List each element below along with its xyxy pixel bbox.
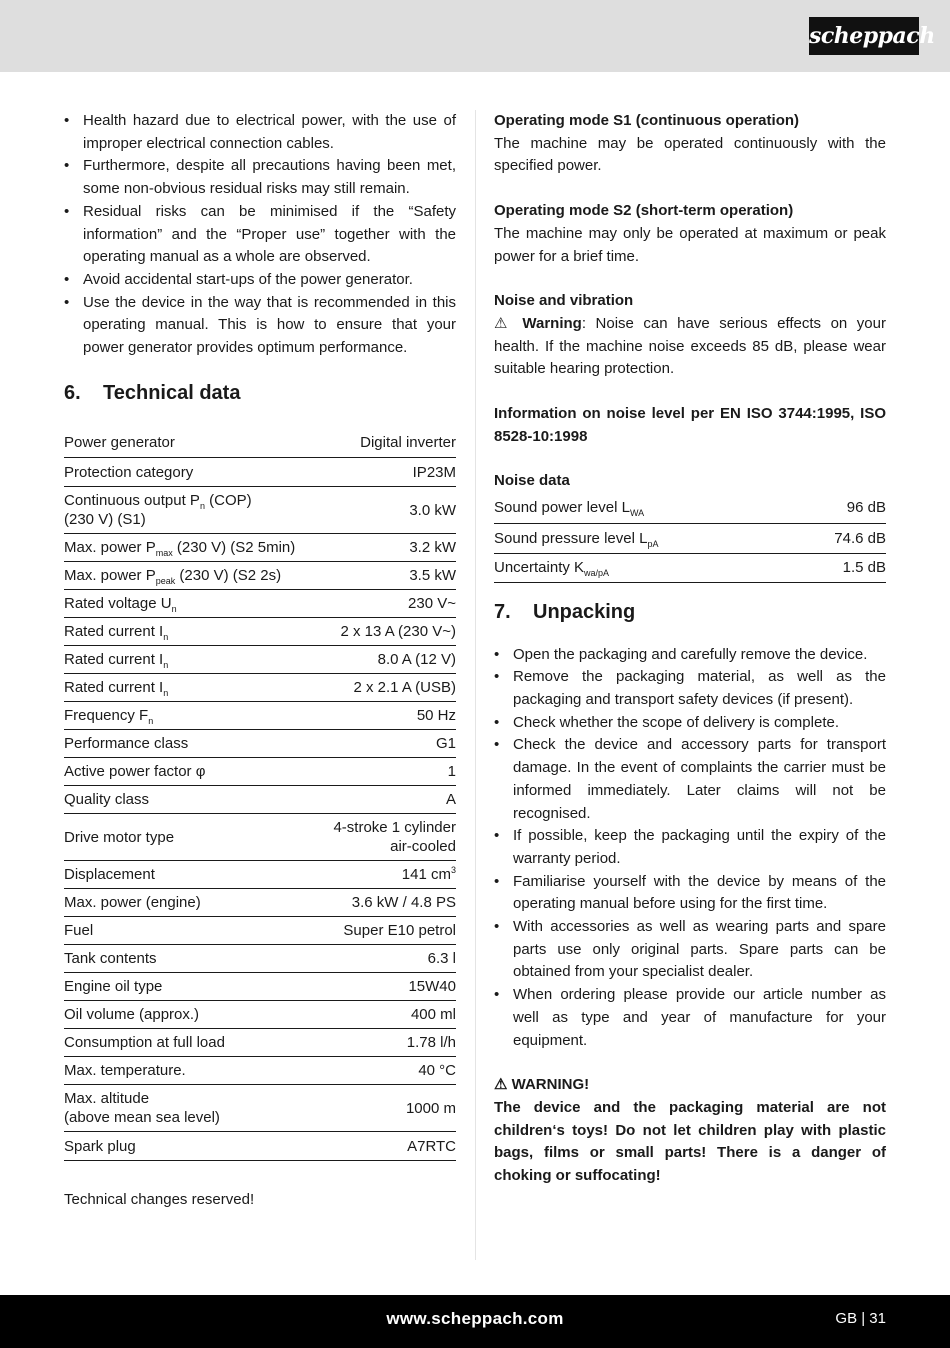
row-label: Fuel [64, 917, 320, 945]
iso-heading: Information on noise level per EN ISO 3744:1995, ISO 8528-10:1998 [494, 405, 886, 445]
warning-icon: ⚠ [494, 314, 513, 332]
page-number: GB | 31 [835, 1310, 886, 1327]
table-row [64, 814, 456, 861]
list-item: • With accessories as well as wearing parts and spare parts use only original parts. Spare parts can be obtained from your specialist dealer. [494, 916, 886, 984]
row-value: 3.5 kW [320, 562, 456, 590]
row-value: A [320, 786, 456, 814]
row-value: 4-stroke 1 cylinder air-cooled [320, 814, 456, 861]
row-value: 141 $cm^3$ [320, 861, 456, 889]
technical-changes-note: Technical changes reserved! [64, 1191, 255, 1209]
row-label: Oil volume (approx.) [64, 1001, 320, 1029]
list-item: • Familiarise yourself with the device by means of the operating manual before using for the first time. [494, 871, 886, 916]
row-value: 96 dB [792, 493, 886, 523]
list-item: • Check the device and accessory parts for transport damage. In the event of complaints the carrier must be informed immediately. Later claims will not be recognised. [494, 734, 886, 825]
table-row [64, 702, 456, 730]
row-value: 2 x 13 A (230 V~) [320, 618, 456, 646]
row-label: Protection category [64, 458, 320, 487]
row-label: Rated current $I_n$ [64, 674, 320, 702]
row-value: 3.0 kW [320, 487, 456, 534]
row-label: Spark plug [64, 1132, 320, 1161]
row-label: Frequency $F_n$ [64, 702, 320, 730]
row-label: Engine oil type [64, 973, 320, 1001]
row-value: 6.3 l [320, 945, 456, 973]
section-number: 7. [494, 600, 511, 623]
final-warning-text: The device and the packaging material are not children‘s toys! Do not let children play with plastic bags, films or small parts! There is a danger of choking or suffocating! [494, 1099, 886, 1185]
row-label: Sound power level $L_{WA}$ [494, 493, 792, 523]
left-column [64, 110, 456, 1212]
table-row [64, 458, 456, 487]
row-value: 40 °C [320, 1057, 456, 1085]
row-value: 2 x 2.1 A (USB) [320, 674, 456, 702]
list-item: • When ordering please provide our article number as well as type and year of manufacture for your equipment. [494, 984, 886, 1052]
list-item: • Open the packaging and carefully remove the device. [494, 644, 886, 667]
row-label: Consumption at full load [64, 1029, 320, 1057]
table-row [64, 1085, 456, 1132]
table-row [494, 493, 886, 523]
row-label: Quality class [64, 786, 320, 814]
scheppach-logo: scheppach [809, 17, 919, 55]
list-item: • If possible, keep the packaging until the expiry of the warranty period. [494, 825, 886, 870]
unpacking-list [494, 644, 886, 1053]
table-row [64, 973, 456, 1001]
table-row [64, 1001, 456, 1029]
table-row [64, 562, 456, 590]
table-row [64, 730, 456, 758]
row-value: 400 ml [320, 1001, 456, 1029]
table-row [64, 618, 456, 646]
row-value: 1.5 dB [792, 553, 886, 582]
table-row [494, 553, 886, 582]
table-row [64, 1029, 456, 1057]
list-item: • Check whether the scope of delivery is complete. [494, 712, 886, 735]
right-column [494, 110, 886, 1188]
residual-risk-list [64, 110, 456, 360]
section-number: 6. [64, 381, 81, 404]
table-row [64, 590, 456, 618]
section-6-heading [64, 382, 456, 405]
row-value: 8.0 A (12 V) [320, 646, 456, 674]
row-label: Rated current $I_n$ [64, 618, 320, 646]
row-label: Power generator [64, 429, 320, 458]
table-row [64, 758, 456, 786]
list-item: • Health hazard due to electrical power, with the use of improper electrical connection cables. [64, 110, 456, 155]
row-value: 1 [320, 758, 456, 786]
row-label: Tank contents [64, 945, 320, 973]
row-label: Active power factor φ [64, 758, 320, 786]
row-label: Uncertainty $K_{wa/pA}$ [494, 553, 792, 582]
row-value: 230 V~ [320, 590, 456, 618]
row-label: Rated voltage $U_n$ [64, 590, 320, 618]
row-label: Drive motor type [64, 814, 320, 861]
noise-warning-text: ⚠ Warning: Noise can have serious effects on your health. If the machine noise exceeds 85 dB, please wear suitable hearing protection. [494, 314, 886, 378]
table-row [64, 429, 456, 458]
row-value: 3.2 kW [320, 534, 456, 562]
table-row [64, 1132, 456, 1161]
final-warning-heading: ⚠ WARNING! [494, 1076, 590, 1094]
row-label: Displacement [64, 861, 320, 889]
s1-heading: Operating mode S1 (continuous operation) [494, 112, 800, 129]
row-value: 74.6 dB [792, 523, 886, 553]
table-row [64, 917, 456, 945]
noise-data-heading: Noise data [494, 472, 570, 490]
row-value: A7RTC [320, 1132, 456, 1161]
table-row [64, 1057, 456, 1085]
table-row [64, 861, 456, 889]
row-value: 1000 m [320, 1085, 456, 1132]
row-value: G1 [320, 730, 456, 758]
table-row [64, 945, 456, 973]
row-label: Max. power $P_{peak}$ (230 V) (S2 2s) [64, 562, 320, 590]
row-value: 15W40 [320, 973, 456, 1001]
noise-data-table [494, 493, 886, 583]
table-row [64, 646, 456, 674]
row-value: Digital inverter [320, 429, 456, 458]
row-label: Continuous output $P_n$ (COP) (230 V) (S1) [64, 487, 320, 534]
section-title: Technical data [103, 381, 241, 404]
table-row [64, 487, 456, 534]
noise-heading: Noise and vibration [494, 292, 634, 310]
table-row [64, 786, 456, 814]
section-title: Unpacking [533, 600, 636, 623]
warning-icon: ⚠ [494, 1076, 508, 1094]
column-divider [475, 110, 476, 1260]
row-value: 1.78 l/h [320, 1029, 456, 1057]
row-value: 3.6 kW / 4.8 PS [320, 889, 456, 917]
s1-text: The machine may be operated continuously with the specified power. [494, 134, 886, 175]
section-7-heading [494, 601, 886, 624]
row-label: Max. altitude (above mean sea level) [64, 1085, 320, 1132]
row-value: Super E10 petrol [320, 917, 456, 945]
list-item: • Remove the packaging material, as well as the packaging and transport safety devices (if present). [494, 666, 886, 711]
list-item: • Furthermore, despite all precautions having been met, some non-obvious residual risks may still remain. [64, 155, 456, 200]
technical-data-table [64, 429, 456, 1162]
header-bar [0, 0, 950, 72]
row-label: Max. power (engine) [64, 889, 320, 917]
row-label: Performance class [64, 730, 320, 758]
row-label: Sound pressure level $L_{pA}$ [494, 523, 792, 553]
table-row [494, 523, 886, 553]
s2-heading: Operating mode S2 (short-term operation) [494, 202, 794, 220]
table-row [64, 889, 456, 917]
list-item: • Residual risks can be minimised if the “Safety information” and the “Proper use” together with the operating manual as a whole are observed. [64, 201, 456, 269]
footer-bar [0, 1295, 950, 1348]
website-url: www.scheppach.com [386, 1309, 564, 1328]
table-row [64, 534, 456, 562]
row-value: 50 Hz [320, 702, 456, 730]
s2-text: The machine may only be operated at maximum or peak power for a brief time. [494, 224, 886, 265]
row-value: IP23M [320, 458, 456, 487]
row-label: Max. temperature. [64, 1057, 320, 1085]
list-item: • Avoid accidental start-ups of the power generator. [64, 269, 456, 292]
table-row [64, 674, 456, 702]
row-label: Rated current $I_n$ [64, 646, 320, 674]
list-item: • Use the device in the way that is recommended in this operating manual. This is how to ensure that your power generator provides optimum performance. [64, 292, 456, 360]
row-label: Max. power $P_{max}$ (230 V) (S2 5min) [64, 534, 320, 562]
